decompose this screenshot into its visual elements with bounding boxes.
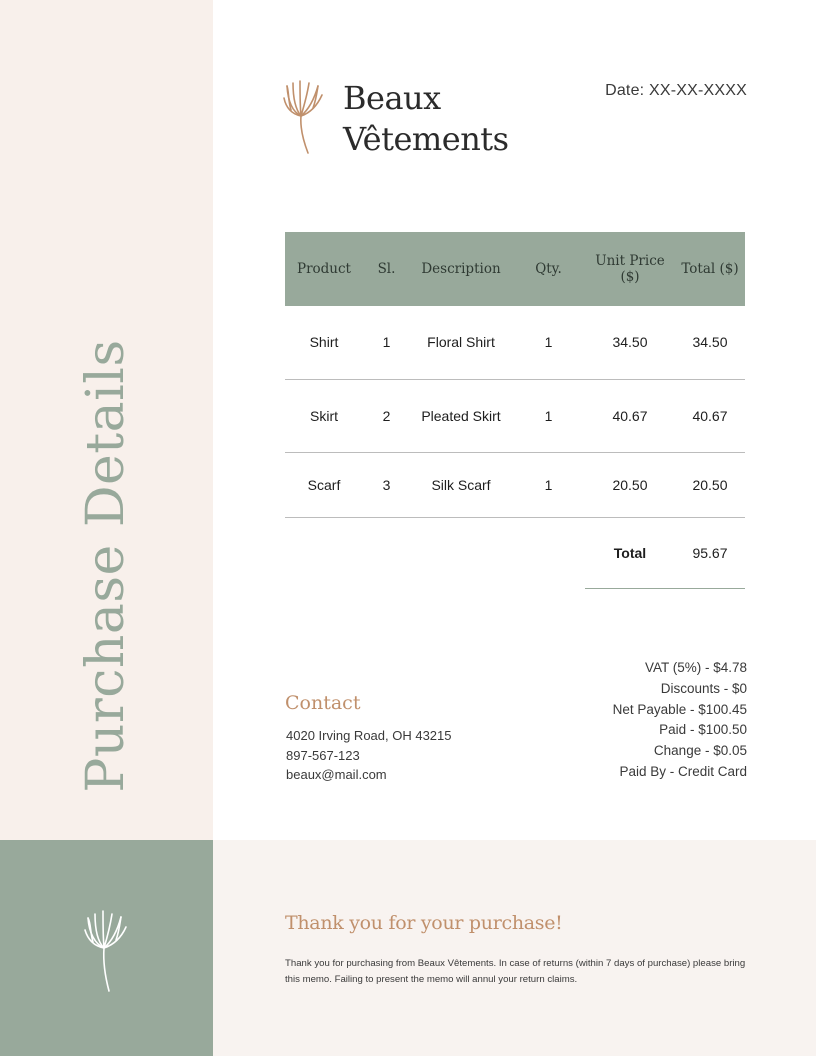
contact-email: beaux@mail.com xyxy=(286,767,387,782)
flower-footer-icon xyxy=(84,910,128,992)
thanks-text: Thank you for purchasing from Beaux Vêtements. In case of returns (within 7 days of purchase) please bring this memo. Failing to present the memo will annul your return claims. xyxy=(285,958,746,985)
contact-phone: 897-567-123 xyxy=(286,747,360,763)
cell-total: 20.50 xyxy=(675,452,745,517)
cell-quantity: 1 xyxy=(512,306,585,379)
cell-serial: 1 xyxy=(363,306,410,379)
cell-total: 40.67 xyxy=(675,379,745,452)
brand-line-1: Beaux xyxy=(343,79,441,117)
contact-address: 4020 Irving Road, OH 43215 xyxy=(286,728,452,743)
date-text: Date: XX-XX-XXXX xyxy=(605,82,747,99)
table-row xyxy=(285,452,745,517)
footer-right-panel xyxy=(213,840,816,1056)
cell-unit-price: 20.50 xyxy=(585,452,675,517)
side-panel xyxy=(0,0,213,840)
summary-paid: Paid - $100.50 xyxy=(659,722,747,738)
cell-product: Scarf xyxy=(285,452,363,517)
flower-logo-icon xyxy=(283,80,323,154)
brand-line-2: Vêtements xyxy=(343,120,509,158)
cell-quantity: 1 xyxy=(512,452,585,517)
invoice-table xyxy=(285,232,745,589)
cell-serial: 2 xyxy=(363,379,410,452)
contact-title: Contact xyxy=(285,692,361,714)
cell-description: Silk Scarf xyxy=(410,452,512,517)
table-row xyxy=(285,379,745,452)
payment-summary xyxy=(613,658,747,783)
summary-net-payable: Net Payable - $100.45 xyxy=(612,701,747,717)
side-title: Purchase Details xyxy=(76,339,136,793)
summary-change: Change - $0.05 xyxy=(653,743,747,759)
cell-unit-price: 34.50 xyxy=(585,306,675,379)
summary-vat: VAT (5%) - $4.78 xyxy=(644,660,747,675)
cell-quantity: 1 xyxy=(512,379,585,452)
cell-description: Floral Shirt xyxy=(410,306,512,379)
contact-details xyxy=(286,726,452,785)
summary-paid-by: Paid By - Credit Card xyxy=(619,763,747,779)
header-serial: Sl. xyxy=(363,232,410,306)
cell-product: Shirt xyxy=(285,306,363,379)
total-label: Total xyxy=(585,517,675,588)
cell-product: Skirt xyxy=(285,379,363,452)
cell-total: 34.50 xyxy=(675,306,745,379)
total-value: 95.67 xyxy=(675,517,745,588)
header-product: Product xyxy=(285,232,363,306)
thanks-title: Thank you for your purchase! xyxy=(285,912,563,934)
header-unit-price: Unit Price ($) xyxy=(585,232,675,306)
cell-serial: 3 xyxy=(363,452,410,517)
header-total: Total ($) xyxy=(675,232,745,306)
brand-name xyxy=(343,78,509,160)
header-quantity: Qty. xyxy=(512,232,585,306)
cell-unit-price: 40.67 xyxy=(585,379,675,452)
table-header-row xyxy=(285,232,745,306)
cell-description: Pleated Skirt xyxy=(410,379,512,452)
total-row xyxy=(285,517,745,588)
summary-discounts: Discounts - $0 xyxy=(660,680,747,696)
table-row xyxy=(285,306,745,379)
header-description: Description xyxy=(410,232,512,306)
